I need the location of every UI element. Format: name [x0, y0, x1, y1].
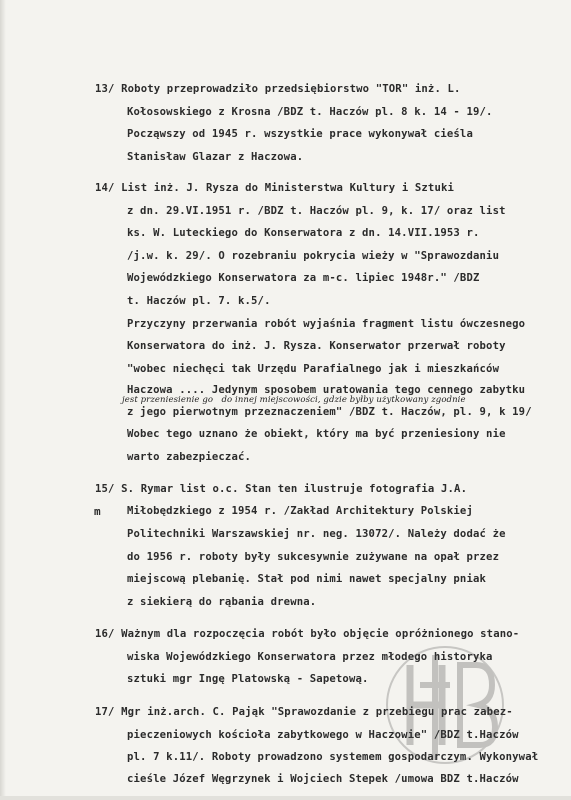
- text-line: Stanisław Glazar z Haczowa.: [127, 151, 304, 163]
- text-line: /j.w. k. 29/. O rozebraniu pokrycia wieży w "Sprawozdaniu: [127, 250, 500, 262]
- text-line: z dn. 29.VI.1951 r. /BDZ t. Haczów pl. 9, k. 17/ oraz list: [127, 205, 506, 217]
- text-line: "wobec niechęci tak Urzędu Parafialnego jak i mieszkańców: [127, 363, 500, 375]
- text-line: pl. 7 k.11/. Roboty prowadzono systemem gospodarczym. Wykonywał: [127, 751, 539, 763]
- text-line: 17/ Mgr inż.arch. C. Pająk "Sprawozdanie z przebiegu prac zabez-: [95, 706, 513, 718]
- text-line: Miłobędzkiego z 1954 r. /Zakład Architektury Polskiej: [127, 505, 473, 517]
- text-line: miejscową plebanię. Stał pod nimi nawet specjalny pniak: [127, 573, 487, 585]
- text-line: Haczowa .... Jedynym sposobem uratowania tego cennego zabytku: [127, 384, 526, 396]
- text-line: Politechniki Warszawskiej nr. neg. 13072/. Należy dodać że: [127, 528, 506, 540]
- handwritten-note: jest przeniesienie go do innej miejscowości, gdzie byłby użytkowany zgodnie: [122, 395, 466, 405]
- text-line: ks. W. Luteckiego do Konserwatora z dn. 14.VII.1953 r.: [127, 227, 480, 239]
- text-line: 13/ Roboty przeprowadziło przedsiębiorstwo "TOR" inż. L.: [95, 83, 461, 95]
- text-line: t. Haczów pl. 7. k.5/.: [127, 295, 271, 307]
- text-line: pieczeniowych kościoła zabytkowego w Haczowie" /BDZ t.Haczów: [127, 729, 519, 741]
- text-line: warto zabezpieczać.: [127, 451, 252, 463]
- text-line: Wojewódzkiego Konserwatora za m-c. lipiec 1948r." /BDZ: [127, 272, 480, 284]
- text-line: do 1956 r. roboty były sukcesywnie zużywane na opał przez: [127, 551, 500, 563]
- text-line: Kołosowskiego z Krosna /BDZ t. Haczów pl. 8 k. 14 - 19/.: [127, 106, 493, 118]
- margin-mark: m: [94, 505, 101, 518]
- scan-edge: [0, 796, 571, 800]
- text-line: Wobec tego uznano że obiekt, który ma być przeniesiony nie: [127, 428, 506, 440]
- text-line: wiska Wojewódzkiego Konserwatora przez młodego historyka: [127, 651, 493, 663]
- text-line: z jego pierwotnym przeznaczeniem" /BDZ t. Haczów, pl. 9, k 19/: [127, 406, 532, 418]
- archive-watermark-logo: [380, 625, 510, 785]
- text-line: Przyczyny przerwania robót wyjaśnia fragment listu ówczesnego: [127, 318, 526, 330]
- text-line: cieśle Józef Węgrzynek i Wojciech Stepek /umowa BDZ t.Haczów: [127, 773, 519, 785]
- text-line: 15/ S. Rymar list o.c. Stan ten ilustruje fotografia J.A.: [95, 483, 468, 495]
- text-line: 16/ Ważnym dla rozpoczęcia robót było objęcie opróżnionego stano-: [95, 628, 520, 640]
- text-line: 14/ List inż. J. Rysza do Ministerstwa Kultury i Sztuki: [95, 182, 455, 194]
- text-line: z siekierą do rąbania drewna.: [127, 596, 317, 608]
- scan-edge: [0, 0, 6, 800]
- text-line: Konserwatora do inż. J. Rysza. Konserwator przerwał roboty: [127, 340, 506, 352]
- text-line: Począwszy od 1945 r. wszystkie prace wykonywał cieśla: [127, 128, 473, 140]
- text-line: sztuki mgr Ingę Platowską - Sapetową.: [127, 673, 369, 685]
